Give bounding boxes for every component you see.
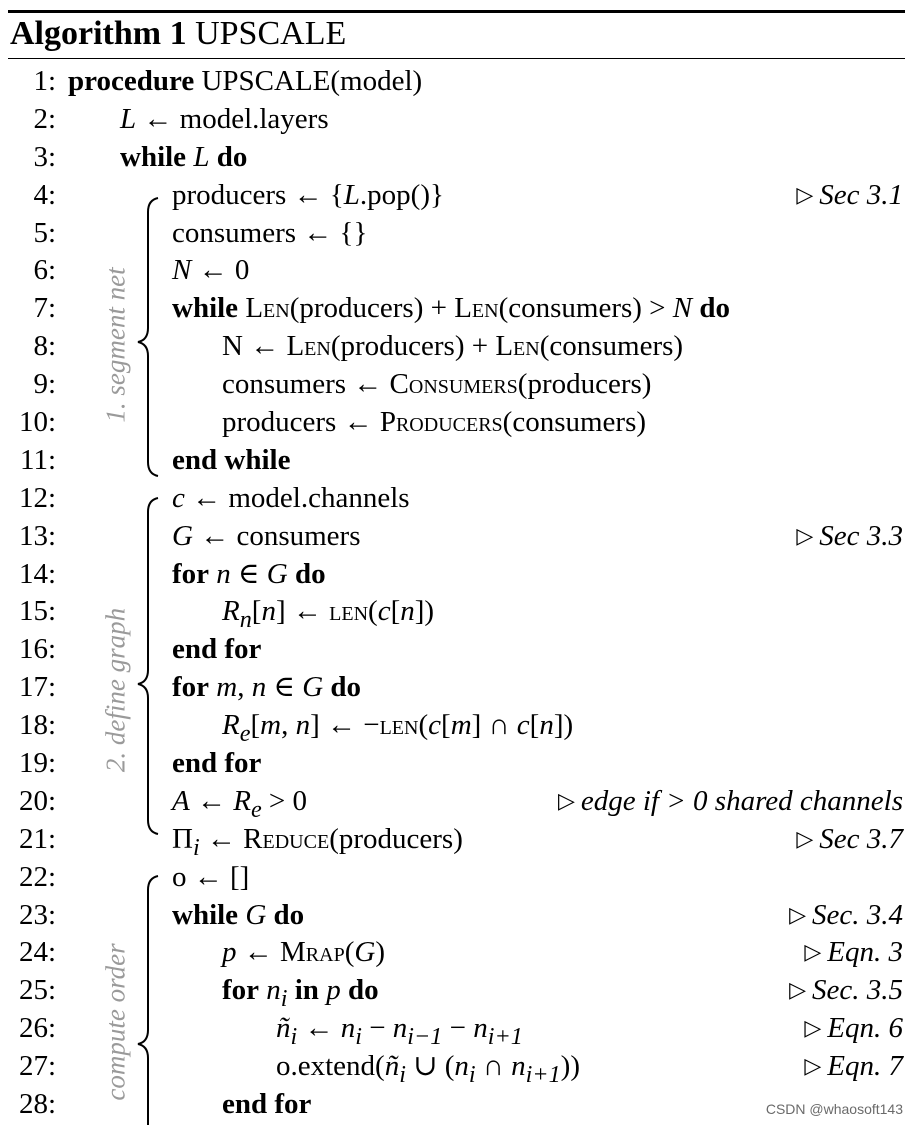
algorithm-line: [0, 215, 915, 253]
line-number: 16:: [18, 633, 56, 666]
algorithm-line: [0, 631, 915, 669]
algorithm-line: [0, 859, 915, 897]
comment-text: edge if > 0 shared channels: [580, 784, 903, 817]
algorithm-name: UPSCALE: [195, 15, 347, 52]
line-number: 17:: [18, 671, 56, 704]
line-code: producers ← Producers(consumers): [222, 406, 647, 439]
comment-text: Sec. 3.5: [812, 974, 903, 1007]
line-number: 10:: [18, 406, 56, 439]
comment-triangle-icon: ▷: [796, 522, 814, 548]
comment-text: Sec 3.3: [819, 519, 903, 552]
line-code: $ñ_i$ ← $n_i - n_{i-1} - n_{i+1}$: [276, 1012, 523, 1051]
line-code: consumers ← {}: [172, 216, 368, 249]
algorithm-line: [0, 404, 915, 442]
algorithm-line: [0, 480, 915, 518]
line-number: 26:: [18, 1012, 56, 1045]
line-number: 14:: [18, 557, 56, 590]
line-number: 18:: [18, 709, 56, 742]
line-code: end for: [172, 747, 262, 780]
comment-triangle-icon: ▷: [789, 901, 806, 927]
section-label-graph: 2. define graph: [100, 607, 131, 773]
line-code: procedure UPSCALE(model): [68, 65, 423, 97]
section-label-order: compute order: [100, 943, 131, 1101]
algorithm-line: [0, 1010, 915, 1051]
comment-triangle-icon: ▷: [796, 181, 814, 207]
line-number: 21:: [18, 822, 56, 855]
line-code: end while: [172, 443, 291, 476]
line-number: 28:: [18, 1088, 56, 1121]
algorithm-body: [0, 63, 915, 1124]
line-code: while L do: [120, 140, 248, 173]
line-code: o ← []: [172, 860, 250, 893]
algorithm-line: [0, 821, 915, 859]
line-code: $o.extend(ñ_i$ ∪ ($n_i$ ∩ $n_{i+1}$)): [276, 1050, 580, 1088]
algorithm-line: [0, 972, 915, 1013]
line-code: end for: [172, 633, 262, 666]
line-code: c ← model.channels: [172, 481, 410, 514]
line-comment: [796, 518, 903, 557]
line-number: 1:: [33, 65, 56, 97]
algorithm-line: [0, 518, 915, 556]
algorithm-line: [0, 556, 915, 594]
algorithm-line: [0, 290, 915, 328]
line-number: 7:: [33, 292, 56, 325]
comment-text: Eqn. 6: [827, 1012, 903, 1045]
line-number: 9:: [33, 368, 56, 401]
line-code: p ← Mrap(G): [222, 936, 385, 969]
comment-text: Eqn. 7: [827, 1050, 903, 1083]
algorithm-line: [0, 177, 915, 215]
algorithm-line: [0, 252, 915, 290]
line-code: $\Pi_i$ ← Reduce(producers): [172, 822, 463, 861]
line-code: consumers ← Consumers(producers): [222, 368, 652, 401]
line-number: 20:: [18, 784, 56, 817]
comment-triangle-icon: ▷: [804, 1053, 822, 1079]
algorithm-line: [0, 1048, 915, 1086]
line-comment: [796, 821, 903, 860]
line-comment: [796, 177, 903, 216]
line-code: for m, n ∈ G do: [172, 671, 362, 704]
line-number: 15:: [18, 595, 56, 628]
algorithm-line: [0, 669, 915, 707]
watermark: CSDN @whaosoft143: [765, 1101, 903, 1117]
algorithm-line: [0, 366, 915, 404]
comment-triangle-icon: ▷: [789, 977, 806, 1003]
line-code: G ← consumers: [172, 519, 361, 552]
comment-text: Eqn. 3: [827, 936, 903, 969]
line-code: A ← $R_e > 0$: [172, 784, 308, 823]
line-code: $R_e[m$, n] ← −len(c[m] ∩ c[n]): [222, 709, 574, 747]
line-code: producers ← {L.pop()}: [172, 178, 444, 211]
algorithm-line: [0, 442, 915, 480]
line-comment: [804, 934, 903, 973]
algorithm-number: Algorithm 1: [10, 15, 187, 52]
algorithm-line: [0, 707, 915, 745]
line-code: $R_n[n]$ ← len(c[n]): [222, 595, 435, 634]
comment-triangle-icon: ▷: [804, 1015, 822, 1041]
line-number: 11:: [20, 443, 56, 476]
line-number: 4:: [33, 178, 56, 211]
line-code: N ← 0: [172, 254, 250, 287]
comment-text: Sec. 3.4: [812, 898, 903, 931]
line-number: 27:: [18, 1050, 56, 1083]
comment-triangle-icon: ▷: [796, 825, 814, 851]
comment-text: Sec 3.1: [819, 178, 903, 211]
section-label-segment: 1. segment net: [100, 267, 131, 423]
line-code: end for: [222, 1088, 312, 1121]
line-code: while Len(producers) + Len(consumers) > N do: [172, 292, 731, 325]
line-code: N ← Len(producers) + Len(consumers): [222, 330, 684, 363]
line-comment: [789, 897, 903, 936]
algorithm-line: [0, 745, 915, 783]
algorithm-line: [0, 139, 915, 177]
line-comment: [789, 972, 903, 1011]
comment-triangle-icon: ▷: [804, 939, 822, 965]
line-number: 25:: [18, 974, 56, 1007]
line-number: 24:: [18, 936, 56, 969]
comment-text: Sec 3.7: [819, 822, 903, 855]
line-number: 5:: [33, 216, 56, 249]
line-comment: [804, 1010, 903, 1049]
line-number: 6:: [33, 254, 56, 287]
algorithm-line: [0, 101, 915, 139]
line-code: L ← model.layers: [120, 102, 329, 135]
algorithm-line: [0, 897, 915, 935]
algorithm-line: [0, 934, 915, 972]
line-number: 2:: [33, 102, 56, 135]
line-number: 19:: [18, 747, 56, 780]
line-code: for n ∈ G do: [172, 557, 326, 590]
line-number: 12:: [18, 481, 56, 514]
line-comment: [558, 783, 903, 822]
line-number: 8:: [33, 330, 56, 363]
line-number: 3:: [33, 140, 56, 173]
line-number: 23:: [18, 898, 56, 931]
algorithm-line: [0, 328, 915, 366]
line-number: 22:: [18, 860, 56, 893]
algorithm-line: [0, 783, 915, 821]
line-code: for $n_i$ in p do: [222, 974, 379, 1013]
algorithm-line: [0, 593, 915, 634]
line-code: while G do: [172, 898, 305, 931]
line-comment: [804, 1048, 903, 1087]
algorithm-line: [0, 63, 915, 101]
line-number: 13:: [18, 519, 56, 552]
comment-triangle-icon: ▷: [557, 787, 575, 813]
